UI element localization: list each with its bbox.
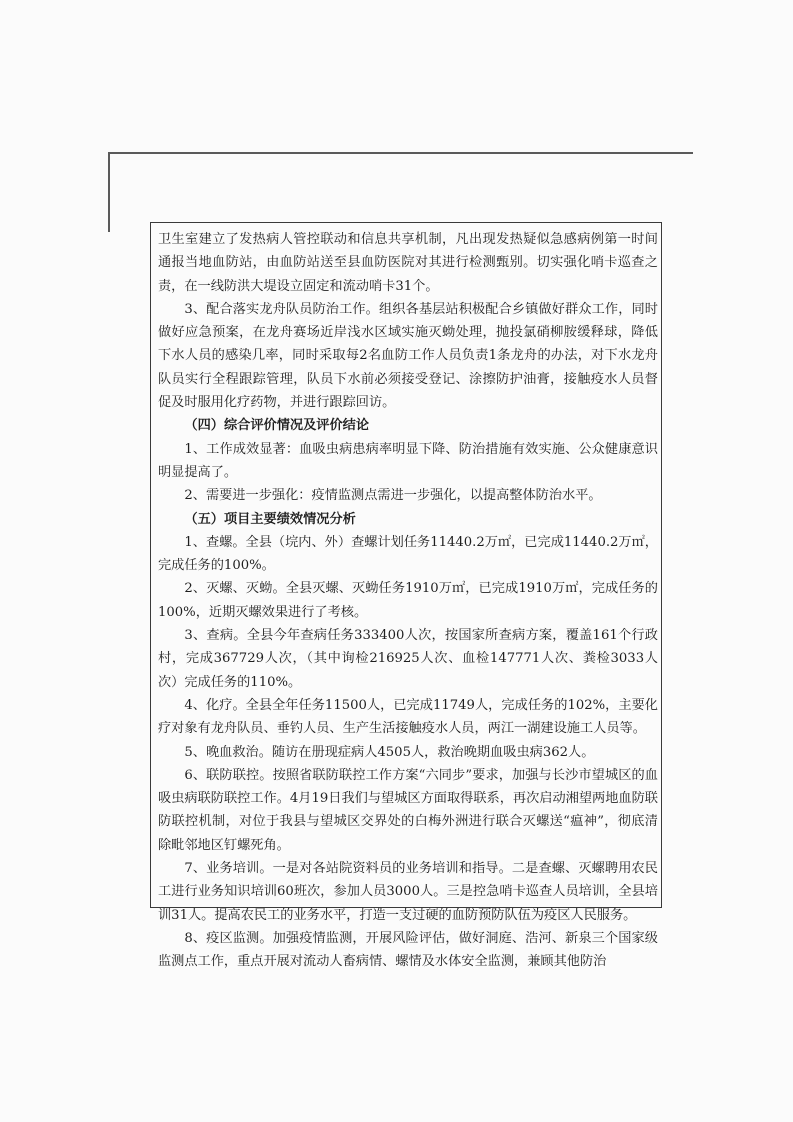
paragraph-training: 7、业务培训。一是对各站院资料员的业务培训和指导。二是查螺、灭螺聘用农民工进行业务知识培训60班次，参加人员3000人。三是控急哨卡巡查人员培训，全县培训31人。提高农民工的业务水平，打造一支过硬的血防预防队伍为疫区人民服务。 bbox=[158, 861, 658, 923]
paragraph-effect: 1、工作成效显著：血吸虫病患病率明显下降、防治措施有效实施、公众健康意识明显提高了。 bbox=[158, 441, 658, 480]
paragraph-monitoring: 8、疫区监测。加强疫情监测，开展风险评估，做好洞庭、浩河、新泉三个国家级监测点工作，重点开展对流动人畜病情、螺情及水体安全监测，兼顾其他防治 bbox=[158, 930, 658, 970]
paragraph-disease-screening: 3、查病。全县今年查病任务333400人次，按国家所查病方案，覆盖161个行政村，完成367729人次，（其中询检216925人次、血检147771人次、粪检3033人次）完成任务的110%。 bbox=[158, 628, 658, 690]
paragraph-strengthen: 2、需要进一步强化：疫情监测点需进一步强化，以提高整体防治水平。 bbox=[184, 488, 602, 504]
paragraph-dragon-boat: 3、配合落实龙舟队员防治工作。组织各基层站积极配合乡镇做好群众工作，同时做好应急预案，在龙舟赛场近岸浅水区域实施灭蚴处理，抛投氯硝柳胺缓释球，降低下水人员的感染几率，同时采取每2名血防工作人员负责1条龙舟的办法，对下水龙舟队员实行全程跟踪管理，队员下水前必须接受登记、涂擦防护油膏，接触疫水人员督促及时服用化疗药物，并进行跟踪回访。 bbox=[158, 301, 658, 411]
paragraph-continued: 卫生室建立了发热病人管控联动和信息共享机制，凡出现发热疑似急感病例第一时间通报当地血防站，由血防站送至县血防医院对其进行检测甄别。切实强化哨卡巡查之责，在一线防洪大堤设立固定和流动哨卡31个。 bbox=[158, 232, 658, 294]
paragraph-snail-control: 2、灭螺、灭蚴。全县灭螺、灭蚴任务1910万㎡，已完成1910万㎡，完成任务的100%，近期灭螺效果进行了考核。 bbox=[158, 581, 658, 620]
section-heading-performance: （五）项目主要绩效情况分析 bbox=[184, 511, 356, 527]
scan-edge-left bbox=[108, 152, 110, 232]
paragraph-snail-survey: 1、查螺。全县（垸内、外）查螺计划任务11440.2万㎡，已完成11440.2万㎡，完成任务的100%。 bbox=[158, 534, 658, 574]
paragraph-joint-control: 6、联防联控。按照省联防联控工作方案“六同步”要求，加强与长沙市望城区的血吸虫病联防联控工作。4月19日我们与望城区方面取得联系，再次启动湘望两地血防联防联控机制，对位于我县与望城区交界处的白梅外洲进行联合灭螺送“瘟神”，彻底清除毗邻地区钉螺死角。 bbox=[158, 767, 658, 853]
paragraph-late-treatment: 5、晚血救治。随访在册现症病人4505人，救治晚期血吸虫病362人。 bbox=[184, 744, 595, 760]
scan-edge-top bbox=[108, 152, 693, 154]
document-body bbox=[158, 228, 658, 974]
paragraph-chemotherapy: 4、化疗。全县全年任务11500人，已完成11749人，完成任务的102%，主要化疗对象有龙舟队员、垂钓人员、生产生活接触疫水人员，两江一湖建设施工人员等。 bbox=[158, 697, 658, 737]
section-heading-evaluation: （四）综合评价情况及评价结论 bbox=[184, 418, 370, 434]
